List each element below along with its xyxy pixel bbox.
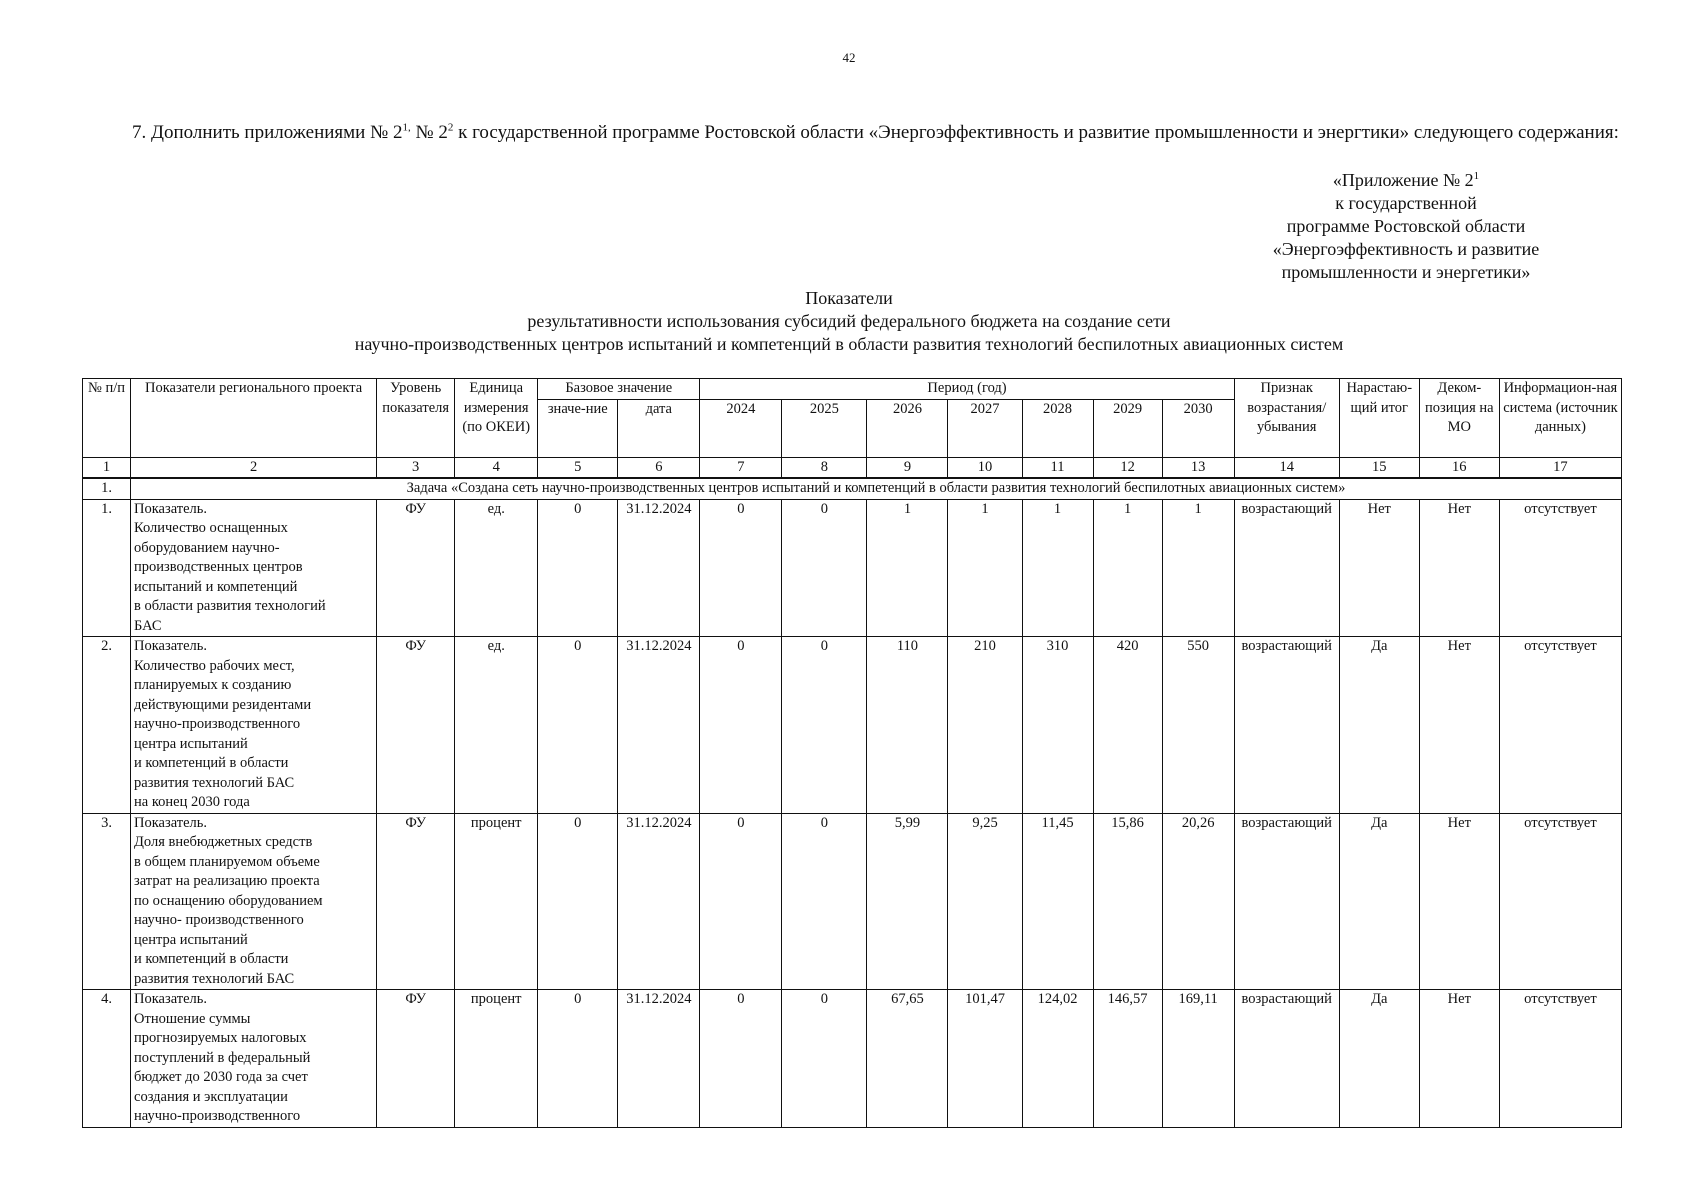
th-year-2024: 2024 (700, 399, 782, 457)
column-number-cell: 16 (1419, 457, 1499, 478)
indicator-name-line: и компетенций в области (134, 951, 289, 967)
th-unit: Единица измерения (по ОКЕИ) (455, 379, 538, 458)
row-level: ФУ (377, 499, 455, 637)
table-row (83, 990, 1622, 1128)
column-number-cell: 8 (782, 457, 867, 478)
row-level: ФУ (377, 990, 455, 1128)
row-indicator-name (131, 499, 377, 637)
indicator-name-line: Показатель. (134, 991, 208, 1007)
column-number-cell: 14 (1234, 457, 1339, 478)
row-decomposition: Нет (1419, 499, 1499, 637)
row-num: 4. (83, 990, 131, 1128)
intro-sup-1: 1, (402, 121, 411, 134)
row-unit: ед. (455, 499, 538, 637)
column-number-cell: 12 (1093, 457, 1162, 478)
header-row-1 (83, 379, 1622, 400)
indicator-name-line: на конец 2030 года (134, 794, 250, 810)
column-number-cell: 15 (1339, 457, 1419, 478)
indicator-name-line: производственных центров (134, 559, 303, 575)
appendix-line-5: промышленности и энергетики» (1281, 262, 1531, 282)
row-value-2030: 169,11 (1162, 990, 1234, 1128)
document-title (0, 287, 1698, 356)
title-line-2: результативности использования субсидий федерального бюджета на создание сети (527, 311, 1171, 331)
indicator-name-line: Отношение суммы (134, 1010, 251, 1027)
indicator-name-line: по оснащению оборудованием (134, 892, 323, 909)
indicator-name-line: испытаний и компетенций (134, 578, 298, 595)
th-year-2027: 2027 (948, 399, 1022, 457)
row-value-2029: 1 (1093, 499, 1162, 637)
indicator-rows (83, 499, 1622, 1127)
row-num: 1. (83, 499, 131, 637)
appendix-sup: 1 (1473, 170, 1480, 182)
row-base-value: 0 (538, 637, 618, 814)
column-number-cell: 6 (618, 457, 700, 478)
row-value-2025: 0 (782, 637, 867, 814)
row-base-date: 31.12.2024 (618, 499, 700, 637)
th-year-2030: 2030 (1162, 399, 1234, 457)
column-number-cell: 1 (83, 457, 131, 478)
indicator-name-line: развития технологий БАС (134, 970, 295, 987)
appendix-header (1226, 169, 1586, 284)
indicator-name-line: научно-производственного (134, 716, 301, 732)
indicator-name-line: поступлений в федеральный (134, 1049, 311, 1066)
row-num: 2. (83, 637, 131, 814)
row-value-2028: 11,45 (1022, 813, 1093, 990)
column-number-cell: 3 (377, 457, 455, 478)
title-line-3: научно-производственных центров испытаний и компетенций в области развития технологий беспилотных авиационных систем (354, 334, 1344, 354)
column-number-cell: 11 (1022, 457, 1093, 478)
th-year-2025: 2025 (782, 399, 867, 457)
row-value-2030: 20,26 (1162, 813, 1234, 990)
column-number-cell: 9 (867, 457, 948, 478)
th-year-2029: 2029 (1093, 399, 1162, 457)
row-info-system: отсутствует (1499, 990, 1621, 1128)
th-decomposition: Деком-позиция на МО (1419, 379, 1499, 458)
row-value-2027: 210 (948, 637, 1022, 814)
row-value-2029: 146,57 (1093, 990, 1162, 1128)
row-value-2024: 0 (700, 637, 782, 814)
row-indicator-name (131, 990, 377, 1128)
indicator-name-line: бюджет до 2030 года за счет (134, 1069, 308, 1085)
column-number-cell: 4 (455, 457, 538, 478)
row-level: ФУ (377, 637, 455, 814)
th-num: № п/п (83, 379, 131, 458)
row-info-system: отсутствует (1499, 637, 1621, 814)
indicator-name-line: развития технологий БАС (134, 774, 295, 791)
row-value-2029: 15,86 (1093, 813, 1162, 990)
row-info-system: отсутствует (1499, 499, 1621, 637)
row-unit: ед. (455, 637, 538, 814)
table-row (83, 637, 1622, 814)
row-value-2025: 0 (782, 499, 867, 637)
task-row (83, 478, 1622, 499)
row-value-2027: 9,25 (948, 813, 1022, 990)
column-number-cell: 17 (1499, 457, 1621, 478)
row-base-value: 0 (538, 813, 618, 990)
indicator-name-line: действующими резидентами (134, 696, 312, 713)
row-value-2028: 1 (1022, 499, 1093, 637)
row-value-2025: 0 (782, 813, 867, 990)
title-line-1: Показатели (805, 288, 893, 308)
row-value-2027: 101,47 (948, 990, 1022, 1128)
th-year-2026: 2026 (867, 399, 948, 457)
th-base: Базовое значение (538, 379, 700, 400)
table-row (83, 813, 1622, 990)
table-row (83, 499, 1622, 637)
column-number-cell: 10 (948, 457, 1022, 478)
indicator-name-line: Количество оснащенных (134, 520, 288, 536)
row-decomposition: Нет (1419, 637, 1499, 814)
row-sign: возрастающий (1234, 813, 1339, 990)
indicator-name-line: затрат на реализацию проекта (134, 873, 320, 889)
indicator-name-line: научно-производственного (134, 1108, 301, 1124)
row-indicator-name (131, 813, 377, 990)
th-info-system: Информацион-ная система (источник данных) (1499, 379, 1621, 458)
th-indicators: Показатели регионального проекта (131, 379, 377, 458)
row-cumulative: Да (1339, 637, 1419, 814)
indicator-name-line: Показатель. (134, 500, 208, 517)
column-number-row (83, 457, 1622, 478)
indicator-name-line: Количество рабочих мест, (134, 657, 295, 674)
row-base-value: 0 (538, 990, 618, 1128)
row-base-date: 31.12.2024 (618, 637, 700, 814)
row-value-2028: 124,02 (1022, 990, 1093, 1128)
row-cumulative: Да (1339, 813, 1419, 990)
indicator-name-line: в общем планируемом объеме (134, 853, 320, 870)
th-base-date: дата (618, 399, 700, 457)
row-value-2026: 110 (867, 637, 948, 814)
column-number-cell: 7 (700, 457, 782, 478)
indicator-name-line: планируемых к созданию (134, 677, 292, 693)
appendix-line-1: «Приложение № $2^1$ (1332, 170, 1480, 190)
intro-text-mid: № 2 (410, 122, 448, 143)
indicator-name-line: Показатель. (134, 814, 208, 831)
th-period: Период (год) (700, 379, 1234, 400)
row-decomposition: Нет (1419, 813, 1499, 990)
row-value-2024: 0 (700, 990, 782, 1128)
row-base-value: 0 (538, 499, 618, 637)
task-num: 1. (83, 478, 131, 499)
indicator-name-line: центра испытаний (134, 931, 248, 948)
appendix-line-4: «Энергоэффективность и развитие (1272, 239, 1540, 259)
row-level: ФУ (377, 813, 455, 990)
row-value-2028: 310 (1022, 637, 1093, 814)
row-base-date: 31.12.2024 (618, 813, 700, 990)
indicator-name-line: в области развития технологий (134, 598, 326, 614)
row-value-2026: 67,65 (867, 990, 948, 1128)
indicator-name-line: Показатель. (134, 638, 208, 654)
row-decomposition: Нет (1419, 990, 1499, 1128)
row-value-2030: 1 (1162, 499, 1234, 637)
th-sign: Признак возрастания/ убывания (1234, 379, 1339, 458)
appendix-line-3: программе Ростовской области (1286, 216, 1526, 236)
row-num: 3. (83, 813, 131, 990)
indicator-name-line: Доля внебюджетных средств (134, 834, 313, 850)
row-value-2024: 0 (700, 813, 782, 990)
row-sign: возрастающий (1234, 499, 1339, 637)
th-cumulative: Нарастаю-щий итог (1339, 379, 1419, 458)
indicator-name-line: БАС (134, 617, 162, 634)
row-cumulative: Нет (1339, 499, 1419, 637)
indicators-table (82, 378, 1622, 1128)
row-value-2030: 550 (1162, 637, 1234, 814)
row-unit: процент (455, 990, 538, 1128)
th-level: Уровень показателя (377, 379, 455, 458)
intro-sup-2: 2 (447, 121, 454, 134)
row-cumulative: Да (1339, 990, 1419, 1128)
column-number-cell: 2 (131, 457, 377, 478)
row-base-date: 31.12.2024 (618, 990, 700, 1128)
row-value-2024: 0 (700, 499, 782, 637)
row-value-2025: 0 (782, 990, 867, 1128)
row-sign: возрастающий (1234, 990, 1339, 1128)
intro-text-after: к государственной программе Ростовской области «Энергоэффективность и развитие промышленности и энергтики» следующего содержания: (453, 122, 1619, 143)
appendix-line-2: к государственной (1335, 193, 1477, 213)
intro-text-before: 7. Дополнить приложениями № 2 (132, 122, 403, 143)
th-year-2028: 2028 (1022, 399, 1093, 457)
intro-paragraph (82, 121, 1622, 145)
row-indicator-name (131, 637, 377, 814)
row-value-2026: 1 (867, 499, 948, 637)
th-base-value: значе-ние (538, 399, 618, 457)
row-info-system: отсутствует (1499, 813, 1621, 990)
indicator-name-line: центра испытаний (134, 735, 248, 752)
row-value-2029: 420 (1093, 637, 1162, 814)
row-value-2027: 1 (948, 499, 1022, 637)
task-text: Задача «Создана сеть научно-производственных центров испытаний и компетенций в области развития технологий беспилотных авиационных систем» (131, 478, 1622, 499)
indicator-name-line: и компетенций в области (134, 755, 289, 771)
indicator-name-line: создания и эксплуатации (134, 1088, 288, 1105)
column-number-cell: 5 (538, 457, 618, 478)
column-number-cell: 13 (1162, 457, 1234, 478)
indicator-name-line: прогнозируемых налоговых (134, 1030, 307, 1046)
row-unit: процент (455, 813, 538, 990)
row-sign: возрастающий (1234, 637, 1339, 814)
page-number: 42 (842, 50, 856, 65)
indicator-name-line: оборудованием научно- (134, 539, 280, 556)
indicator-name-line: научно- производственного (134, 912, 304, 928)
row-value-2026: 5,99 (867, 813, 948, 990)
